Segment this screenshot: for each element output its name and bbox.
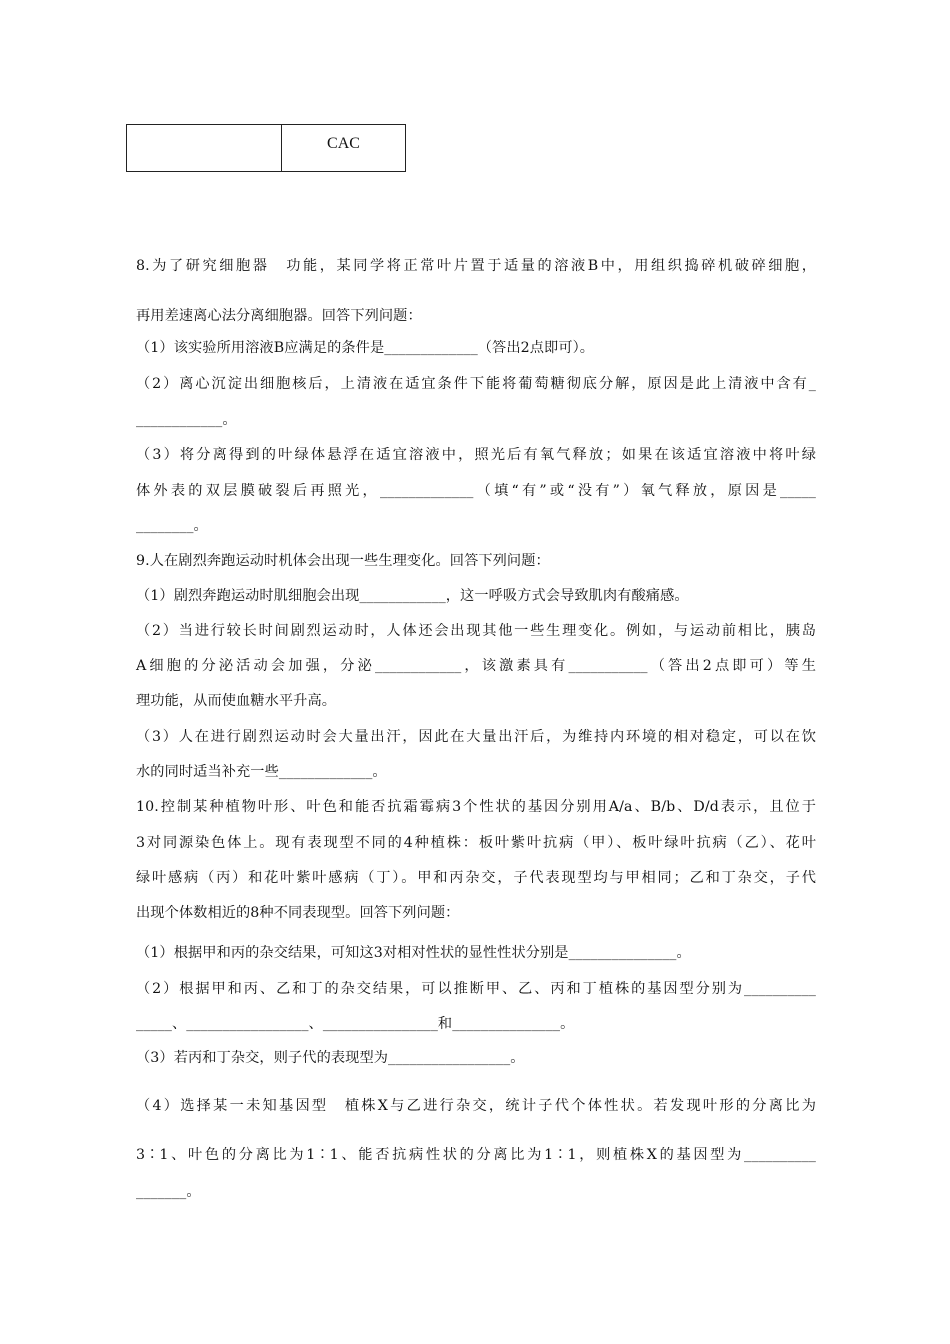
q10-stem-line2: 3对同源染色体上。现有表现型不同的4种植株：板叶紫叶抗病（甲）、板叶绿叶抗病（乙）、花叶 <box>136 835 816 851</box>
q10-part4-line3: _______。 <box>136 1184 201 1200</box>
q10-stem-line4: 出现个体数相近的8种不同表现型。回答下列问题： <box>136 905 460 921</box>
q10-part2-line1: （2）根据甲和丙、乙和丁的杂交结果，可以推断甲、乙、丙和丁植株的基因型分别为__________ <box>136 981 816 997</box>
q8-part2-line1: （2）离心沉淀出细胞核后，上清液在适宜条件下能将葡萄糖彻底分解，原因是此上清液中含有_ <box>136 376 816 392</box>
q9-stem: 9.人在剧烈奔跑运动时机体会出现一些生理变化。回答下列问题： <box>136 553 550 569</box>
q8-stem-line2: 再用差速离心法分离细胞器。回答下列问题： <box>136 308 422 324</box>
q9-part3-line2: 水的同时适当补充一些_____________。 <box>136 764 387 780</box>
q8-part3-line1: （3）将分离得到的叶绿体悬浮在适宜溶液中，照光后有氧气释放；如果在该适宜溶液中将叶绿 <box>136 447 816 463</box>
q8-stem-line1: 8.为了研究细胞器 功能，某同学将正常叶片置于适量的溶液B中，用组织捣碎机破碎细胞， <box>136 258 816 274</box>
q8-part3-line2: 体外表的双层膜破裂后再照光，_____________（填“有”或“没有”）氧气释放，原因是_____ <box>136 483 816 499</box>
q10-part2-line2: _____、_________________、________________和_______________。 <box>136 1016 575 1032</box>
q10-part1: （1）根据甲和丙的杂交结果，可知这3对相对性状的显性性状分别是_______________。 <box>136 945 691 961</box>
q10-stem-line1: 10.控制某种植物叶形、叶色和能否抗霜霉病3个性状的基因分别用A/a、B/b、D/d表示，且位于 <box>136 799 816 815</box>
q9-part2-line2: A细胞的分泌活动会加强，分泌____________，该激素具有___________（答出2点即可）等生 <box>136 658 816 674</box>
q10-part4-line2: 3∶1、叶色的分离比为1∶1、能否抗病性状的分离比为1∶1，则植株X的基因型为__________ <box>136 1147 816 1163</box>
q9-part3-line1: （3）人在进行剧烈运动时会大量出汗，因此在大量出汗后，为维持内环境的相对稳定，可以在饮 <box>136 729 816 745</box>
q10-stem-line3: 绿叶感病（丙）和花叶紫叶感病（丁）。甲和丙杂交，子代表现型均与甲相同；乙和丁杂交，子代 <box>136 870 816 886</box>
q8-part1: （1）该实验所用溶液B应满足的条件是_____________（答出2点即可）。 <box>136 340 595 356</box>
q9-part2-line3: 理功能，从而使血糖水平升高。 <box>136 693 337 709</box>
q10-part4-line1: （4）选择某一未知基因型 植株X与乙进行杂交，统计子代个体性状。若发现叶形的分离比为 <box>136 1098 816 1114</box>
q10-part3: （3）若丙和丁杂交，则子代的表现型为_________________。 <box>136 1050 525 1066</box>
answer-table-cell-empty <box>127 125 282 171</box>
q8-part2-line2: ____________。 <box>136 412 237 428</box>
answer-table <box>126 124 406 172</box>
q9-part2-line1: （2）当进行较长时间剧烈运动时，人体还会出现其他一些生理变化。例如，与运动前相比，胰岛 <box>136 623 816 639</box>
q9-part1: （1）剧烈奔跑运动时肌细胞会出现____________，这一呼吸方式会导致肌肉有酸痛感。 <box>136 588 689 604</box>
answer-table-cell: CAC <box>327 135 360 152</box>
q8-part3-line3: ________。 <box>136 518 208 534</box>
